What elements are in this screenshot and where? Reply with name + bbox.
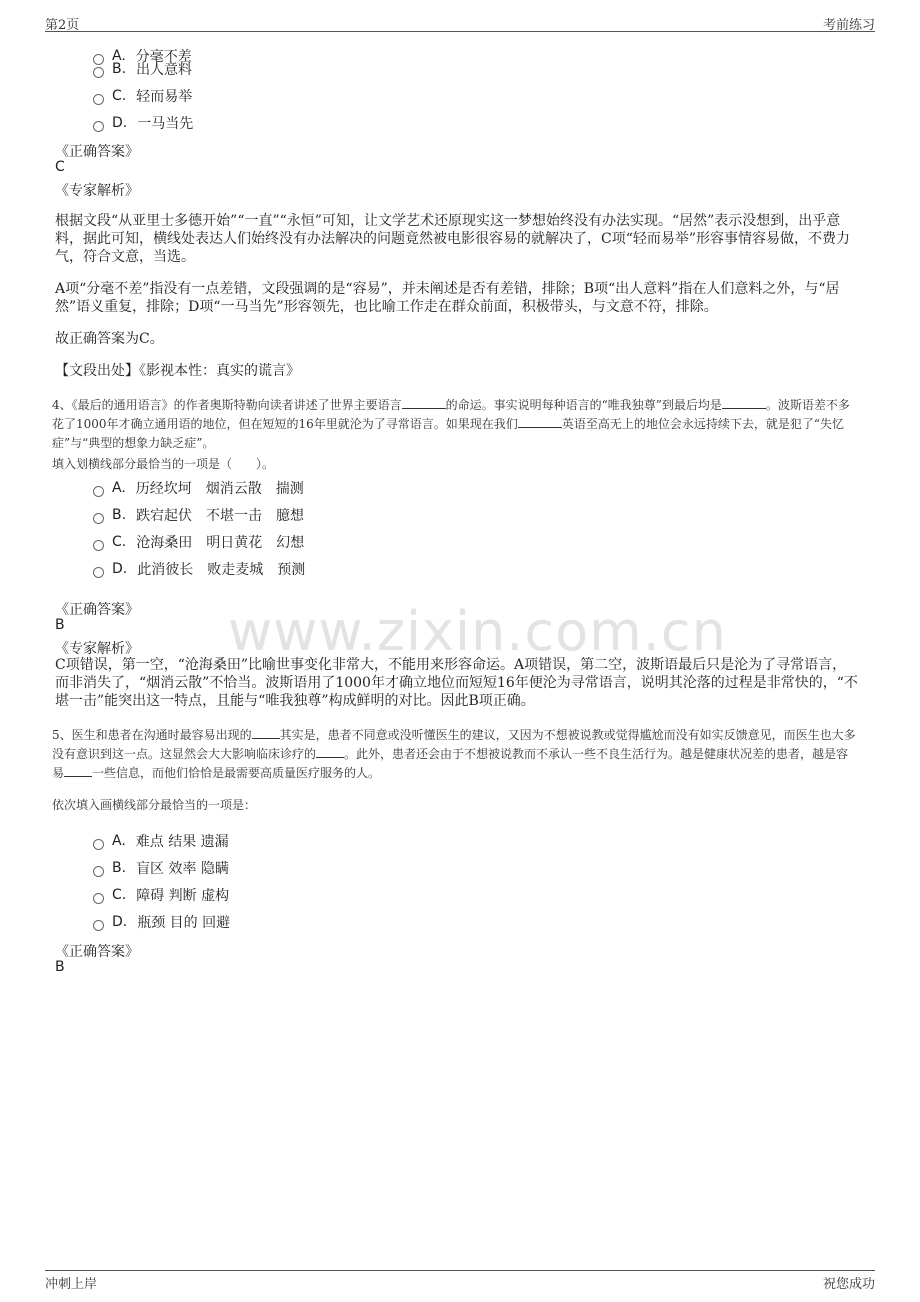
blank	[316, 745, 344, 758]
q4-option-b[interactable]: B. 跌宕起伏 不堪一击 臆想	[93, 505, 304, 525]
blank	[518, 415, 562, 428]
radio-icon[interactable]	[93, 920, 104, 931]
q4-option-d[interactable]: D. 此消彼长 败走麦城 预测	[93, 559, 305, 579]
q5-prompt: 依次填入画横线部分最恰当的一项是：	[52, 798, 257, 812]
q3-analysis-label: 《专家解析》	[55, 183, 139, 199]
q3-source: 【文段出处】《影视本性：真实的谎言》	[55, 363, 300, 379]
radio-icon[interactable]	[93, 486, 104, 497]
q3-option-a[interactable]: A. 分毫不差	[93, 46, 192, 66]
radio-icon[interactable]	[93, 540, 104, 551]
q4-analysis-label: 《专家解析》	[55, 641, 139, 657]
page-header	[45, 14, 875, 32]
radio-icon[interactable]	[93, 866, 104, 877]
q5-option-a[interactable]: A. 难点 结果 遗漏	[93, 831, 229, 851]
q5-option-d[interactable]: D. 瓶颈 目的 回避	[93, 912, 230, 932]
q5-answer: B	[55, 959, 65, 975]
blank	[722, 396, 766, 409]
page-number: 第2页	[45, 18, 80, 33]
radio-icon[interactable]	[93, 94, 104, 105]
q3-analysis-paragraph-3: 故正确答案为C。	[55, 331, 164, 347]
q4-stem: 4、《最后的通用语言》的作者奥斯特勒向读者讲述了世界主要语言 的命运。事实说明每种语言的“唯我独尊”到最后均是 。波斯语差不多花了1000年才确立通用语的地位，但在短短的16年里就沦为了寻常语言。如果现在我们 英语至高无上的地位会永远持续下去，就是犯了“失忆症”与“典型的想象力缺乏症”。	[52, 398, 850, 450]
q3-analysis-paragraph-2: A项“分毫不差”指没有一点差错，文段强调的是“容易”，并未阐述是否有差错，排除；B项“出人意料”指在人们意料之外，与“居然”语义重复，排除；D项“一马当先”形容领先，也比喻工作走在群众前面，积极带头，与文意不符，排除。	[55, 281, 840, 315]
q4-answer-label: 《正确答案》	[55, 602, 139, 618]
page-footer	[45, 1270, 875, 1291]
radio-icon[interactable]	[93, 513, 104, 524]
blank	[64, 764, 92, 777]
q5-stem: 5、医生和患者在沟通时最容易出现的 其实是，患者不同意或没听懂医生的建议，又因为不想被说教或觉得尴尬而没有如实反馈意见，而医生也大多没有意识到这一点。这显然会大大影响临床诊疗的 。此外，患者还会由于不想被说教而不承认一些不良生活行为。越是健康状况差的患者，越是容易 一些信息，而他们恰恰是最需要高质量医疗服务的人。	[52, 728, 856, 780]
blank	[252, 726, 280, 739]
q4-prompt: 填入划横线部分最恰当的一项是（ ）。	[52, 457, 275, 471]
radio-icon[interactable]	[93, 567, 104, 578]
q3-option-b[interactable]: B. 出人意料	[93, 59, 192, 79]
q5-option-b[interactable]: B. 盲区 效率 隐瞒	[93, 858, 229, 878]
q5-answer-label: 《正确答案》	[55, 944, 139, 960]
radio-icon[interactable]	[93, 67, 104, 78]
radio-icon[interactable]	[93, 839, 104, 850]
footer-right: 祝您成功	[822, 1277, 875, 1292]
q3-analysis-paragraph-1: 根据文段“从亚里士多德开始”“一直”“永恒”可知，让文学艺术还原现实这一梦想始终没有办法实现。“居然”表示没想到，出乎意料，据此可知，横线处表达人们始终没有办法解决的问题竟然被电影很容易的就解决了，C项“轻而易举”形容事情容易做，不费力气，符合文意，当选。	[55, 213, 851, 265]
footer-left: 冲刺上岸	[45, 1277, 98, 1292]
radio-icon[interactable]	[93, 893, 104, 904]
q4-analysis: C项错误，第一空，“沧海桑田”比喻世事变化非常大，不能用来形容命运。A项错误，第二空，波斯语最后只是沦为了寻常语言，而非消失了，“烟消云散”不恰当。波斯语用了1000年才确立地位而短短16年便沦为寻常语言，说明其沦落的过程是非常快的，“不堪一击”能突出这一特点，且能与“唯我独尊”构成鲜明的对比。因此B项正确。	[55, 657, 858, 709]
q3-option-c[interactable]: C. 轻而易举	[93, 86, 192, 106]
watermark: www.zixin.com.cn	[228, 600, 727, 663]
blank	[402, 396, 446, 409]
q3-answer: C	[55, 159, 65, 175]
q5-option-c[interactable]: C. 障碍 判断 虚构	[93, 885, 229, 905]
q4-answer: B	[55, 617, 65, 633]
radio-icon[interactable]	[93, 121, 104, 132]
q4-option-c[interactable]: C. 沧海桑田 明日黄花 幻想	[93, 532, 304, 552]
q3-option-d[interactable]: D. 一马当先	[93, 113, 193, 133]
q3-answer-label: 《正确答案》	[55, 144, 139, 160]
header-title: 考前练习	[822, 18, 875, 33]
q4-option-a[interactable]: A. 历经坎坷 烟消云散 揣测	[93, 478, 304, 498]
